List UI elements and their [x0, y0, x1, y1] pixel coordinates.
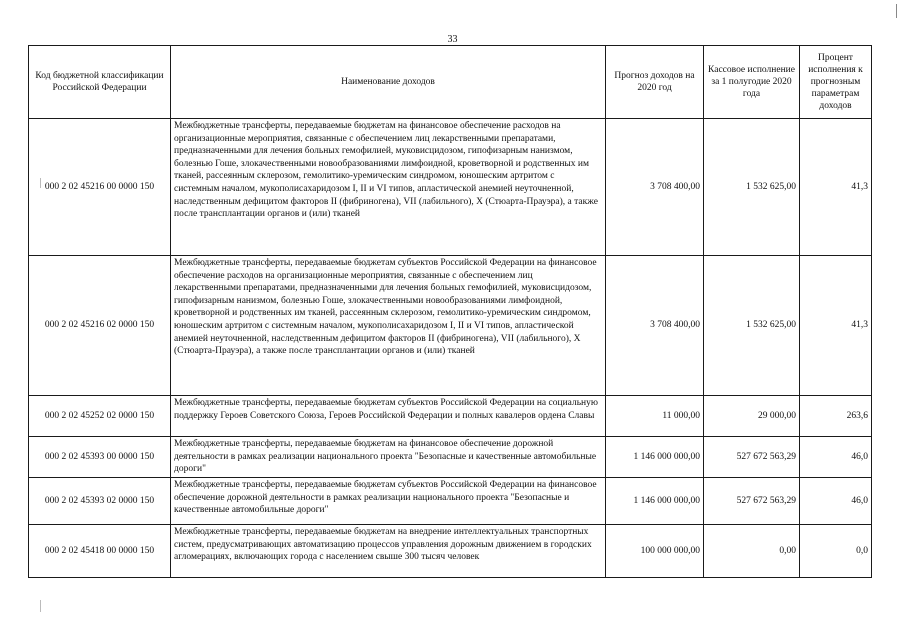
forecast-cell: 1 146 000 000,00 — [606, 478, 704, 525]
table-row — [29, 478, 872, 525]
forecast-cell: 100 000 000,00 — [606, 525, 704, 578]
percent-cell: 263,6 — [800, 396, 872, 437]
header-name: Наименование доходов — [171, 46, 606, 119]
revenue-name-cell: Межбюджетные трансферты, передаваемые бюджетам на внедрение интеллектуальных транспортных систем, предусматривающих автоматизацию процессов управления дорожным движением в городских агломерациях, включающих города с населением свыше 300 тысяч человек — [171, 525, 606, 578]
budget-code-cell: 000 2 02 45418 00 0000 150 — [29, 525, 171, 578]
percent-cell: 46,0 — [800, 478, 872, 525]
revenue-name-cell: Межбюджетные трансферты, передаваемые бюджетам субъектов Российской Федерации на финансовое обеспечение дорожной деятельности в рамках реализации национального проекта "Безопасные и качественные автомобильные дороги" — [171, 478, 606, 525]
header-forecast: Прогноз доходов на 2020 год — [606, 46, 704, 119]
forecast-cell: 11 000,00 — [606, 396, 704, 437]
revenue-name-cell: Межбюджетные трансферты, передаваемые бюджетам на финансовое обеспечение расходов на организационные мероприятия, связанные с обеспечением лиц лекарственными препаратами, предназначенными для лечения больных гемофилией, муковисцидозом, гипофизарным нанизмом, болезнью Гоше, злокачественными новообразованиями лимфоидной, кроветворной и родственных им тканей, рассеянным склерозом, гемолитико-уремическим синдромом, юношеским артритом с системным началом, мукополисахаридозом I, II и VI типов, апластической анемией неуточненной, наследственным дефицитом факторов II (фибриногена), VII (лабильного), X (Стюарта-Прауэра), а также после трансплантации органов и (или) тканей — [171, 119, 606, 256]
table-row — [29, 119, 872, 256]
forecast-cell: 1 146 000 000,00 — [606, 437, 704, 478]
actual-cell: 527 672 563,29 — [704, 478, 800, 525]
percent-cell: 0,0 — [800, 525, 872, 578]
actual-cell: 527 672 563,29 — [704, 437, 800, 478]
scan-edge-mark — [896, 4, 897, 18]
budget-code-cell: 000 2 02 45393 02 0000 150 — [29, 478, 171, 525]
percent-cell: 46,0 — [800, 437, 872, 478]
budget-code-cell: 000 2 02 45216 02 0000 150 — [29, 256, 171, 396]
header-code: Код бюджетной классификации Российской Федерации — [29, 46, 171, 119]
table-row — [29, 437, 872, 478]
table-row — [29, 396, 872, 437]
budget-code-cell: 000 2 02 45216 00 0000 150 — [29, 119, 171, 256]
forecast-cell: 3 708 400,00 — [606, 256, 704, 396]
actual-cell: 1 532 625,00 — [704, 119, 800, 256]
percent-cell: 41,3 — [800, 119, 872, 256]
table-row — [29, 525, 872, 578]
actual-cell: 1 532 625,00 — [704, 256, 800, 396]
header-percent: Процент исполнения к прогнозным параметрам доходов — [800, 46, 872, 119]
percent-cell: 41,3 — [800, 256, 872, 396]
revenue-table — [28, 45, 872, 578]
page-number: 33 — [447, 34, 458, 45]
revenue-name-cell: Межбюджетные трансферты, передаваемые бюджетам на финансовое обеспечение дорожной деятельности в рамках реализации национального проекта "Безопасные и качественные автомобильные дороги" — [171, 437, 606, 478]
revenue-name-cell: Межбюджетные трансферты, передаваемые бюджетам субъектов Российской Федерации на социальную поддержку Героев Советского Союза, Героев Российской Федерации и полных кавалеров ордена Славы — [171, 396, 606, 437]
table-header-row — [29, 46, 872, 119]
revenue-name-cell: Межбюджетные трансферты, передаваемые бюджетам субъектов Российской Федерации на финансовое обеспечение расходов на организационные мероприятия, связанные с обеспечением лиц лекарственными препаратами, предназначенными для лечения больных гемофилией, муковисцидозом, гипофизарным нанизмом, болезнью Гоше, злокачественными новообразованиями лимфоидной, кроветворной и родственных им тканей, рассеянным склерозом, гемолитико-уремическим синдромом, юношеским артритом с системным началом, мукополисахаридозом I, II и VI типов, апластической анемией неуточненной, наследственным дефицитом факторов II (фибриногена), VII (лабильного), X (Стюарта-Прауэра), а также после трансплантации органов и (или) тканей — [171, 256, 606, 396]
header-actual: Кассовое исполнение за 1 полугодие 2020 года — [704, 46, 800, 119]
forecast-cell: 3 708 400,00 — [606, 119, 704, 256]
actual-cell: 29 000,00 — [704, 396, 800, 437]
budget-code-cell: 000 2 02 45252 02 0000 150 — [29, 396, 171, 437]
scan-edge-mark — [40, 600, 41, 612]
actual-cell: 0,00 — [704, 525, 800, 578]
budget-code-cell: 000 2 02 45393 00 0000 150 — [29, 437, 171, 478]
table-row — [29, 256, 872, 396]
